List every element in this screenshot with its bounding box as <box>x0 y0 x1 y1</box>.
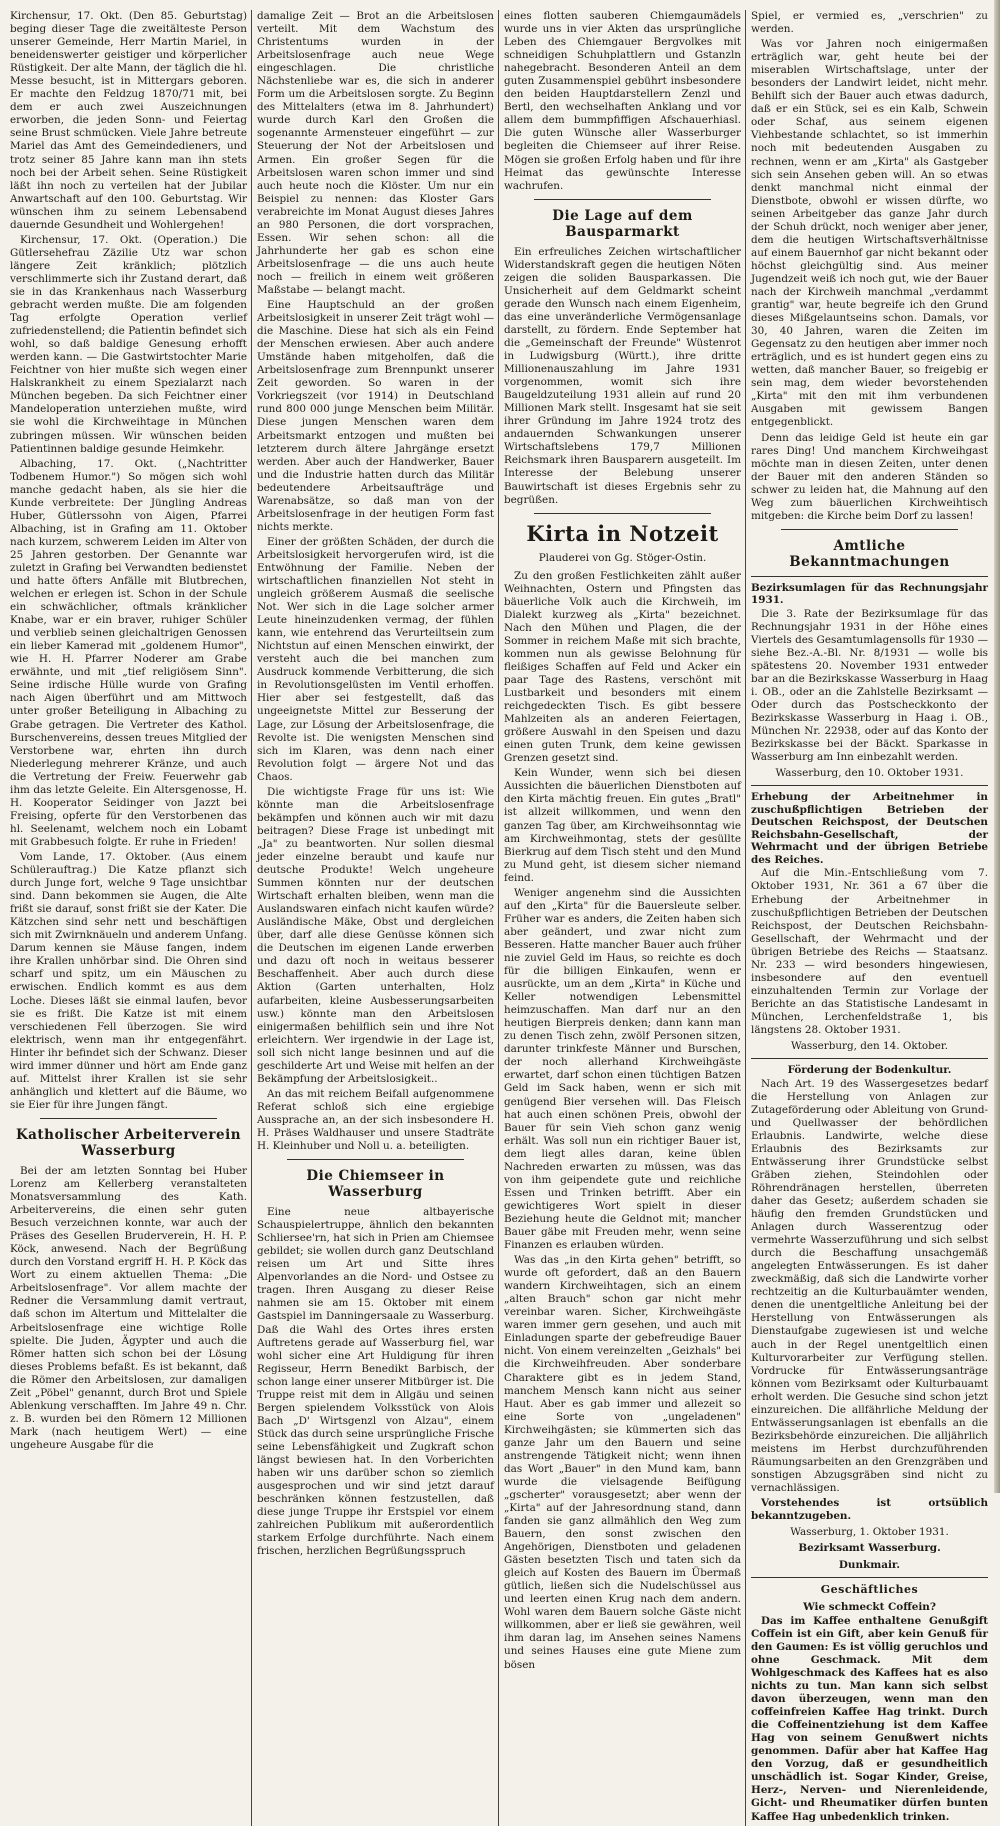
divider <box>751 1577 988 1578</box>
article-chiemseer-cont: eines flotten sauberen Chiemgaumädels wurde uns in vier Akten das ursprüngliche Leben des Chiemgauer Bergvolkes mit schneidigen Schuhplattlern und Gstanzln nahegebracht. Besonderen Anteil an dem guten Zusammenspiel gebührt insbesondere den beiden Hauptdarstellern Zenzl und Bertl, den wechselhaften Anklang und vor allem dem bummpfiffigen Afschauerhiasl. Die guten Wünsche aller Wasserburger begleiten die Chiemseer auf ihrer Reise. Mögen sie großen Erfolg haben und für ihre Heimat das gewünschte Interesse wachrufen. <box>504 10 741 192</box>
notice-date: Wasserburg, 1. Oktober 1931. <box>790 1526 949 1539</box>
divider <box>781 529 958 530</box>
heading-arbeiterverein: Katholischer Arbeiterverein Wasserburg <box>15 1126 242 1159</box>
article-kirchensur-operation: Kirchensur, 17. Okt. (Operation.) Die Gütlersehefrau Zäzilie Utz war schon längere Zeit kränklich; plötzlich verschlimmerte sich ihr Zustand derart, daß sie in das Krankenhaus nach Wasserburg gebracht werden mußte. Die am folgenden Tag erfolgte Operation verlief zufriedenstellend; die Patientin befindet sich wohl, so daß baldige Genesung erhofft werden kann. — Die Gastwirtstochter Marie Feichtner von hier mußte sich wegen einer Halskrankheit zu einem Spezialarzt nach München begeben. Da sich Feichtner einer Mandeloperation unterziehen mußte, wird sie wohl die Kirchweihtage in München zubringen müssen. Wir wünschen beiden Patientinnen baldige gesunde Heimkehr. <box>10 233 247 455</box>
article-arbeiterverein-cont-1: damalige Zeit — Brot an die Arbeitslosen verteilt. Mit dem Wachstum des Christentums wurden in der Arbeitslosenfrage auch neue Wege eingeschlagen. Die christliche Nächstenliebe war es, die sich in anderer Form um die Arbeitslosen sorgte. Zu Beginn des Mittelalters (etwa im 8. Jahrhundert) wurde durch Karl den Großen die sogenannte Armensteuer eingeführt — zur Steuerung der Not der Arbeitslosen und Armen. Ein großer Segen für die Arbeitslosen waren schon immer und sind auch heute noch die Klöster. Um nur ein Beispiel zu nennen: das Kloster Gars verabreichte im Monat August dieses Jahres an 980 Personen, die dort vorsprachen, Essen. Wir sehen schon: all die Jahrhunderte her gab es schon eine Arbeitslosenfrage — die uns auch heute noch — freilich in einem weit größeren Maßstabe — belangt macht. <box>257 10 494 296</box>
article-arbeiterverein: Bei der am letzten Sonntag bei Huber Lorenz am Kellerberg veranstalteten Monatsversammlung des Kath. Arbeitervereins, die einen sehr guten Besuch verzeichnen konnte, war auch der Präses des Gesellen Bruderverein, H. H. P. Köck, anwesend. Nach der Begrüßung durch den Vorstand ergriff H. H. P. Köck das Wort zu einem aktuellen Thema: „Die Arbeitslosenfrage". Vor allem machte der Redner die Versammlung damit vertraut, daß schon im Altertum und Mittelalter die Arbeitslosenfrage eine wichtige Rolle spielte. Die Juden, Ägypter und auch die Römer hatten sich schon bei der Lösung dieses Problems befaßt. Es ist bekannt, daß die Römer den Arbeitslosen, zur damaligen Zeit „Pöbel" genannt, durch Brot und Spiele Ablenkung verschafften. Im Jahre 49 n. Chr. z. B. wurden bei den Römern 12 Millionen Mark (nach heutigem Wert) — eine ungeheure Ausgabe für die <box>10 1164 247 1451</box>
article-vom-lande: Vom Lande, 17. Oktober. (Aus einem Schülerauftrag.) Die Katze pflanzt sich durch Junge fort, welche 9 Tage unsichtbar sind. Dann bekommen sie Augen, die Alte frißt sie darauf, sonst frißt sie der Kater. Die Kätzchen sind sehr nett und beschäftigen sich mit Zwirnknäueln und anderem Unfang. Darum kennen sie Mäuse fangen, indem ihre Krallen unhörbar sind. Die Ohren sind scharf und spitz, um ein Mäuschen zu erwischen. Endlich kommt es aus dem Loche. Dieses läßt sie einmal laufen, bevor sie es frißt. Die Katze ist mit einem verschiedenen Fell überzogen. Sie wird elektrisch, wenn man ihr entgegenfährt. Hinter ihr befindet sich der Schwanz. Dieser wird immer dünner und hört am Ende ganz auf. Mittelst ihrer Krallen ist sie sehr anhänglich und klettert auf die Bäume, wo sie Eier für ihre Jungen fängt. <box>10 851 247 1111</box>
column-3 <box>504 10 741 1826</box>
divider <box>751 785 988 786</box>
article-kirta-cont-2: Was vor Jahren noch einigermaßen erträglich war, geht heute bei der miserablen Wirtschaftslage, unter der besonders der Landwirt leidet, nicht mehr. Behilft sich der Bauer auch etwas dadurch, daß er ein Stück, sei es ein Kalb, Schwein oder Schaf, aus seinem eigenen Viehbestande schlachtet, so ist immerhin noch mit bedeutenden Ausgaben zu rechnen, wenn er am „Kirta" als Gastgeber sich sein Ansehen geben will. An so etwas denkt manchmal nicht einmal der Dienstbote, obwohl er wissen dürfte, wo seinen Arbeitgeber das ganze Jahr durch der Schuh drückt, noch weniger aber jener, dem die heutigen Wirtschaftsverhältnisse auf einem Bauernhof gar nicht bekannt oder höchst gleichgültig sind. Aus meiner Jugendzeit weiß ich noch gut, wie der Bauer nach der Kirchweih manchmal „verdammt grantig" war, heute begreife ich den Grund dieses Mißgelauntseins schon. Damals, vor 30, 40 Jahren, waren die Zeiten im Gegensatz zu den heutigen aber immer noch erträglich, und es ist hundert gegen eins zu wetten, daß mancher Bauer, so freigebig er sein mag, dem wieder bevorstehenden „Kirta" mit den mit ihm verbundenen Ausgaben mit gewissem Bangen entgegenblickt. <box>751 38 988 429</box>
column-2 <box>257 10 494 1826</box>
notice-date: Wasserburg, den 10. Oktober 1931. <box>775 767 964 780</box>
notice-signature-name: Dunkmair. <box>838 1559 901 1572</box>
divider <box>287 1159 464 1160</box>
heading-geschaeftliches: Geschäftliches <box>820 1583 919 1597</box>
divider <box>40 1118 217 1119</box>
divider <box>534 199 711 200</box>
divider <box>534 513 711 514</box>
notice-title-bezirksumlagen: Bezirksumlagen für das Rechnungsjahr 1931. <box>751 581 988 607</box>
notice-signature-office: Bezirksamt Wasserburg. <box>798 1542 941 1555</box>
notice-title-coffein: Wie schmeckt Coffein? <box>803 1601 936 1614</box>
article-kirta-cont-1: Spiel, er vermied es, „verschrien" zu werden. <box>751 10 988 36</box>
notice-title-bodenkultur: Förderung der Bodenkultur. <box>787 1064 952 1077</box>
divider <box>751 1058 988 1059</box>
notice-body-coffein: Das im Kaffee enthaltene Genußgift Coffein ist ein Gift, aber kein Genuß für den Gaumen: Es ist völlig geruchlos und ohne Geschmack. Mit dem Wohlgeschmack des Kaffees hat es also nichts zu tun. Man kann sich selbst davon überzeugen, wenn man den coffeinfreien Kaffee Hag trinkt. Durch die Coffeinentziehung ist dem Kaffee Hag von seinem Genußwert nichts genommen. Dafür aber hat Kaffee Hag den Vorzug, daß er gesundheitlich unschädlich ist. Sogar Kinder, Greise, Herz-, Nerven- und Nierenleidende, Gicht- und Rheumatiker dürfen bunten Kaffee Hag unbedenklich trinken. <box>751 1614 988 1823</box>
notice-body-erhebung: Auf die Min.-Entschließung vom 7. Oktober 1931, Nr. 361 a 67 über die Erhebung der Arbeitnehmer in zuschußpflichtigen Betrieben der Deutschen Reichspost, der Deutschen Reichsbahn-Gesellschaft, der Wehrmacht und der übrigen Betriebe des Reichs — Staatsanz. Nr. 233 — wird besonders hingewiesen, insbesondere auf den eventuell einzuhaltenden Termin zur Vorlage der Berichte an das Statistische Landesamt in München, Lerchenfeldstraße 1, bis längstens 28. Oktober 1931. <box>751 867 988 1036</box>
article-kirchensur-birthday: Kirchensur, 17. Okt. (Den 85. Geburtstag) beging dieser Tage die zweitälteste Person unserer Gemeinde, Herr Martin Mariel, in beneidenswerter geistiger und körperlicher Rüstigkeit. Der alte Mann, der täglich die hl. Messe besucht, ist in Mittergars geboren. Er machte den Feldzug 1870/71 mit, bei dem er auch zwei Auszeichnungen erworben, die jeden Sonn- und Feiertag seine Brust schmücken. Viele Jahre betreute Mariel das Amt des Gemeindedieners, und trotz seiner 85 Jahre kann man ihn stets noch bei der Arbeit sehen. Seine Rüstigkeit läßt ihn noch zu verteilen hat der Jubilar Anwartschaft auf den 100. Geburtstag. Wir wünschen ihm zu seinem Lebensabend dauernde Gesundheit und Wohlergehen! <box>10 10 247 231</box>
article-kirta-3: Weniger angenehm sind die Aussichten auf den „Kirta" für die Bauersleute selber. Früher war es anders, die Zeiten haben sich aber geändert, und zwar nicht zum Besseren. Hatte mancher Bauer auch früher nie zuviel Geld im Haus, so reichte es doch für die billigen Einkaufen, wenn er ausrückte, um an dem „Kirta" in Küche und Keller notwendigen Lebensmittel heimzuschaffen. Man darf nur an den heutigen Bierpreis denken; dann kann man zu denen Tisch zehn, zwölf Personen sitzen, darunter trinkfeste Männer und Burschen, der noch allerhand Kirchweihgäste erwartet, darf schon einen tüchtigen Batzen Geld im Sack haben, wenn er sich mit genügend Bier versehen will. Das Fleisch hat auch einen schönen Preis, obwohl der Bauer für sein Vieh schon ganz wenig erhält. Was soll nun ein richtiger Bauer ist, dem liegt alles daran, keine üblen Nachreden erwarten zu müssen, was das von ihm geipendete gute und reichliche Essen und Trinken betrifft. Aber ein gewichtigeres Wort spielt in dieser Beziehung heute die Geldnot mit; mancher Bauer gäbe mit Freuden mehr, wenn seine Finanzen es erlauben würden. <box>504 886 741 1252</box>
heading-kirta: Kirta in Notzeit <box>526 520 719 546</box>
article-kirta-2: Kein Wunder, wenn sich bei diesen Aussichten die bäuerlichen Dienstboten auf den Kirta mächtig freuen. Ein gutes „Bratl" ist allzeit willkommen, und wenn den ganzen Tag über, am Kirchweihsonntag wie am Kirchweihmontag, stets der gesüllte Bierkrug auf dem Tisch steht und den Mund zu Mund geht, ist diesem sicher niemand feind. <box>504 767 741 884</box>
article-albaching: Albaching, 17. Okt. („Nachtritter Todbenem Humor.") So mögen sich wohl manche gedacht haben, als sie hier die Kunde verbreitete: Der Jüngling Andreas Huber, Gütlerssohn von Aigen, Pfarrei Albaching, ist in Grafing am 11. Oktober nach kurzem, schwerem Leiden im Alter von 25 Jahren gestorben. Der Genannte war zuletzt in Grafing bei Verwandten bedienstet und hatte öfters Anfälle mit Blutbrechen, welchen er erlegen ist. Schon in der Schule ein schwächlicher, oftmals kränklicher Knabe, war er ein braver, ruhiger Schüler und verblieb seinen gleichaltrigen Genossen ein lieber Kamerad mit „goldenem Humor", wie H. H. Pfarrer Noderer am Grabe erwähnte, und mit „tief religiösem Sinn". Seine irdische Hülle wurde von Grafing nach Aigen überführt und am Mittwoch unter großer Beteiligung in Albaching zu Grabe getragen. Die Vertreter des Kathol. Burschenvereins, dessen treues Mitglied der Verstorbene war, ehrten ihn durch Niederlegung mehrerer Kränze, und auch die Vertretung der Freiw. Feuerwehr gab ihm das letzte Geleite. Ein Altersgenosse, H. H. Kooperator Seidinger von Jazzt bei Freising, opferte für den Verstorbenen das hl. Seelenamt, welchem noch ein Lobamt mit Grabbesuch folgte. Er ruhe in Frieden! <box>10 457 247 848</box>
notice-body-bezirksumlagen: Die 3. Rate der Bezirksumlage für das Rechnungsjahr 1931 in der Höhe eines Viertels des Gesamtumlagensolls für 1930 — siehe Bez.-A.-Bl. Nr. 8/1931 — wolle bis spätestens 20. November 1931 entweder bar an die Bezirkskasse Wasserburg in Haag i. OB., oder an die Zahlstelle Bezirksamt — Oder durch das Postscheckkonto der Bezirkskasse Wasserburg in Haag i. OB., München Nr. 22938, oder auf das Konto der Bezirkskasse bei der Bäckt. Sparkasse in Wasserburg am Inn einbezahlt werden. <box>751 607 988 764</box>
article-arbeiterverein-cont-5: An das mit reichem Beifall aufgenommene Referat schloß sich eine ergiebige Aussprache an, an der sich insbesondere H. H. Präses Waldhauser und unsere Stadträte H. Kleinhuber und Noll u. a. beteiligten. <box>257 1087 494 1153</box>
byline: Plauderei von Gg. Stöger-Ostin. <box>538 551 707 564</box>
notice-body-bodenkultur: Nach Art. 19 des Wassergesetzes bedarf die Herstellung von Anlagen zur Zutageförderung oder Ableitung von Grund- und Quellwasser der behördlichen Erlaubnis. Landwirte, welche diese Erlaubnis des Bezirksamts zur Entwässerung ihrer Grundstücke selbst Gräben ziehen, Steindohlen oder Röhrendränagen herstellen, überreten daher das Gesetz; außerdem schaden sie häufig den fremden Grundstücken und Anlagen durch Wasserentzug oder vermehrte Wasserzuführung und sich selbst durch die Beschaffung unsachgemäß angelegten Entwässerungen. Es ist daher zweckmäßig, daß sich die Landwirte vorher rechtzeitig an die Kulturbauämter wenden, denen die unentgeltliche Anleitung bei der Herstellung von Entwässerungen als Dienstaufgabe zugewiesen ist und welche auch in der Regel unentgeltlich einen Kulturvorarbeiter zur Verfügung stellen. Vordrucke für Entwässerungsanträge können vom Bezirksamt oder Kulturbauamt erholt werden. Die Gesuche sind schon jetzt einzureichen. Die allfährliche Meldung der Entwässerungsanlagen ist ebenfalls an die Bezirksbehörde einzureichen. Die alljährlich meistens im Herbst durchzuführenden Räumungsarbeiten an den Grenzgräben und sonstigen Abzugsgräben sind nicht zu vernachlässigen. <box>751 1077 988 1495</box>
column-1 <box>10 10 247 1826</box>
heading-amtliche: Amtliche Bekanntmachungen <box>789 537 950 570</box>
notice-note: Vorstehendes ist ortsüblich bekanntzugeben. <box>751 1497 988 1523</box>
heading-chiemseer: Die Chiemseer in Wasserburg <box>306 1168 445 1201</box>
article-arbeiterverein-cont-4: Die wichtigste Frage für uns ist: Wie könnte man die Arbeitslosenfrage bekämpfen und können auch wir mit dazu beitragen? Diese Frage ist unbedingt mit „Ja" zu beantworten. Nur sollen diesmal jeder einzelne beraubt und kaufe nur deutsche Produkte! Welch ungeheure Summen könnten nur der deutschen Wirtschaft erhalten bleiben, wenn man die Auslandswaren einfach nicht kaufen würde? Ausländische Mäke, Obst und dergleichen über, darf alle diese Genüsse können sich die Deutschen im eigenen Lande erwerben und dazu oft noch in weitaus besserer Beschaffenheit. Aber auch durch diese Aktion (Garten unterhalten, Holz aufarbeiten, kleine Ausbesserungsarbeiten usw.) könnte man den Arbeitslosen einigermaßen behilflich sein und ihre Not erleichtern. Wer irgendwie in der Lage ist, soll sich nicht lange besinnen und auf die geschilderte Art und Weise mit helfen an der Bekämpfung der Arbeitslosigkeit.. <box>257 785 494 1085</box>
notice-title-erhebung: Erhebung der Arbeitnehmer in zuschußpflichtigen Betrieben der Deutschen Reichspost, der Deutschen Reichsbahn-Gesellschaft, der Wehrmacht und der übrigen Betriebe des Reiches. <box>751 791 988 866</box>
article-bausparmarkt: Ein erfreuliches Zeichen wirtschaftlicher Widerstandskraft gegen die heutigen Nöten zeigen die soliden Bausparkassen. Die Unsicherheit auf dem Geldmarkt scheint gerade den Wunsch nach einem Eigenheim, das eine unveränderliche Vermögensanlage darstellt, zu fördern. Ende September hat die „Gemeinschaft der Freunde" Wüstenrot in Ludwigsburg (Württ.), ihre dritte Millionenauszahlung im Jahre 1931 vorgenommen, womit sich ihre Baugeldzuteilung 1931 allein auf rund 20 Millionen Mark stellt. Insgesamt hat sie seit ihrer Gründung im Jahre 1924 trotz des andauernden Schwankungen unserer Wirtschaftslebens 179,7 Millionen Reichsmark ihren Bausparern ausgeteilt. Im Interesse der Belebung unserer Bauwirtschaft ist dieses Ergebnis sehr zu begrüßen. <box>504 245 741 506</box>
notice-date: Wasserburg, den 14. Oktober. <box>790 1040 949 1053</box>
article-arbeiterverein-cont-2: Eine Hauptschuld an der großen Arbeitslosigkeit in unserer Zeit trägt wohl — die Maschine. Diese hat sich als ein Feind der Menschen erwiesen. Aber auch andere Umstände haben mitgeholfen, daß die Arbeitslosenfrage zum Brennpunkt unserer Zeit geworden. So waren in der Vorkriegszeit (vor 1914) in Deutschland rund 800 000 junge Menschen beim Militär. Diese jungen Menschen waren dem Arbeitsmarkt entzogen und mußten bei letzterem durch ältere Jahrgänge ersetzt werden. Aber auch der Handwerker, Bauer und die Industrie hatten durch das Militär bedeutendere Arbeitsaufträge und Warenabsätze, so daß man von der Arbeitslosenfrage in der heutigen Form fast nichts merkte. <box>257 299 494 533</box>
article-arbeiterverein-cont-3: Einer der größten Schäden, der durch die Arbeitslosigkeit hervorgerufen wird, ist die Entwöhnung der Familie. Neben der wirtschaftlichen finanziellen Not steht in ungleich größerem Ausmaß die seelische Not. Wer sich in die Lage solcher armer Leute hineinzudenken vermag, der fühlen kann, wie entehrend das Verurteiltsein zum Nichtstun auf einen Menschen einwirkt, der versteht auch die bei manchen zum Ausdruck kommende Verbitterung, die sich in Revolutionsgelüsten im Ventil erhoffen. Hier aber sei festgestellt, daß das ungeeignetste Mittel zur Besserung der Lage, zur Lösung der Arbeitslosenfrage, die Revolte ist. Die wenigsten Menschen sind sich im Klaren, was denn nach einer Revolution folgt — ärgere Not und das Chaos. <box>257 535 494 783</box>
page-edge-shadow <box>994 0 1000 1493</box>
article-kirta-cont-3: Denn das leidige Geld ist heute ein gar rares Ding! Und manchem Kirchweihgast möchte man in diesen Zeiten, unter denen der Bauer mit den anderen Ständen so schwer zu leiden hat, die Mahnung auf den Weg zum bäuerlichen Kirchweihtisch mitgeben: die Kirche beim Dorf zu lassen! <box>751 431 988 522</box>
article-chiemseer: Eine neue altbayerische Schauspielertruppe, ähnlich den bekannten Schliersee'rn, hat sich in Prien am Chiemsee gebildet; sie wollen durch ganz Deutschland reisen um Art und Sitte ihres Alpenvorlandes an die Nord- und Ostsee zu tragen. Ihren Ausgang zu dieser Reise nahmen sie am 15. Oktober mit einem Gastspiel im Danningersaale zu Wasserburg. Daß die Wahl des Ortes ihres ersten Auftretens gerade auf Wasserburg fiel, war wohl sicher eine Art Huldigung für ihren Regisseur, Herrn Benedikt Barbisch, der schon lange einer unserer Mitbürger ist. Die Truppe reist mit dem in Allgäu und seinen Bergen spielendem Volksstück von Alois Bach „D' Wirtsgenzl von Alzau", einem Stück das durch seine ursprüngliche Frische seine Lebensfähigkeit und Zugkraft schon längst bewiesen hat. In den Vorberichten haben wir uns darüber schon so ziemlich ausgesprochen und wir sind jetzt darauf beschränken können festzustellen, daß diese junge Truppe ihr Erstspiel vor einem zahlreichen Publikum mit außerordentlich starkem Erfolge durchführte. Nach einem frischen, herzlichen Begrüßungsspruch <box>257 1206 494 1558</box>
article-kirta-1: Zu den großen Festlichkeiten zählt außer Weihnachten, Ostern und Pfingsten das bäuerliche Volk auch die Kirchweih, im Dialekt kurzweg als „Kirta" bezeichnet. Nach den Mühen und Plagen, die der Sommer in reichem Maße mit sich brachte, kommen nun als gewisse Belohnung für fleißiges Schaffen auf Feld und Acker ein paar Tage des Rastens, verschönt mit Lustbarkeit und besonders mit einem reichgedeckten Tisch. Es gibt bessere Mahlzeiten als an anderen Feiertagen, größere Auswahl in den Speisen und dazu einen guten Trunk, dem keine gewissen Grenzen gesetzt sind. <box>504 569 741 765</box>
divider <box>751 576 988 577</box>
article-kirta-4: Was das „in den Kirta gehen" betrifft, so wurde oft gefordert, daß an den Bauern wandern Kirchweihtagen, sich an einem „alten Brauch" schon gar nicht mehr vereinbar waren. Sicher, Kirchweihgäste waren immer gern gesehen, und auch mit Einladungen sparte der gebefreudige Bauer nicht. Von einem vereinzelten „Geizhals" bei die Kirchweihfreuden. Aber sonderbare Charaktere gibt es in jedem Stand, manchem Mensch kann nicht aus seiner Haut. Aber es gab immer und allezeit so eine Sorte von „ungeladenen" Kirchweihgästen; sie kümmerten sich das ganze Jahr um den Bauern und seine anstrengende Tätigkeit nicht; wenn ihnen das Wort „Bauer" in den Mund kam, bann wurde die vielsagende Beifügung „gscherter" vorausgesetzt; aber wenn der „Kirta" auf der Jahresordnung stand, dann fanden sie ganz allmählich den Weg zum Bauern, den sonst zwischen den Angehörigen, Dienstboten und geladenen Gästen besetzten Tisch und taten sich da gleich auf Kosten des Bauern im Übermaß gütlich, ließen sich die Nudelschüssel aus und leerten einen Krug nach dem andern. Wohl waren dem Bauern solche Gäste nicht willkommen, aber er ließ sie gewähren, weil ihm daran lag, im Ansehen seines Namens und seines Hauses eine gute Miene zum bösen <box>504 1254 741 1671</box>
heading-bausparmarkt: Die Lage auf dem Bausparmarkt <box>552 207 693 240</box>
column-4 <box>751 10 988 1826</box>
newspaper-page <box>10 10 990 1823</box>
